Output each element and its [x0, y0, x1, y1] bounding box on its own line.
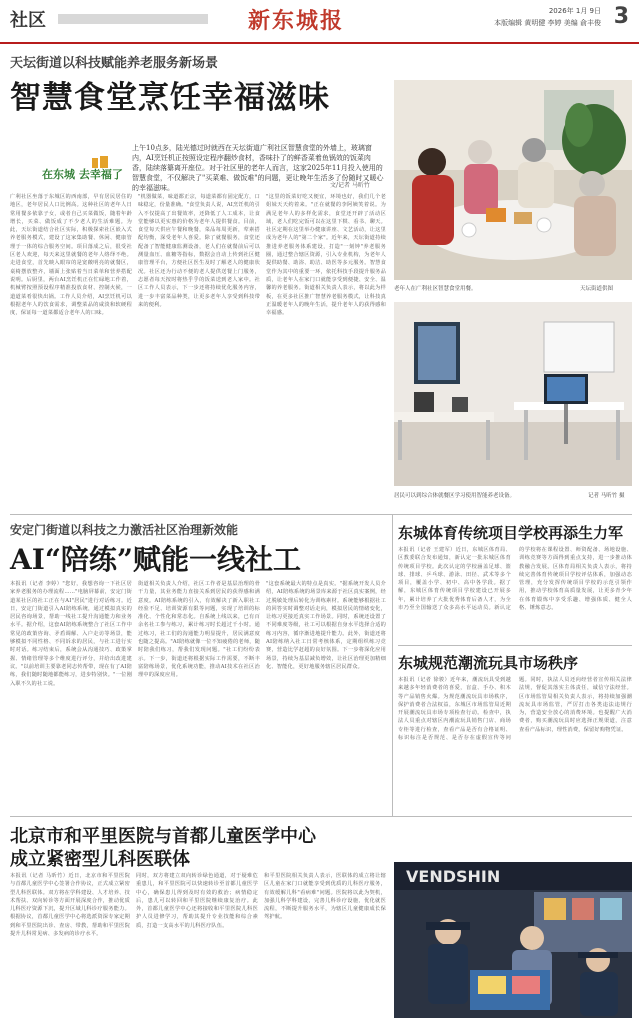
- editor-credits: 本版编辑 黄明健 李婷 美编 俞丰俊: [494, 19, 601, 27]
- feature-banner-logo: [40, 156, 126, 186]
- story1-byline: 文/记者 马昕竹: [330, 182, 370, 189]
- photo-toy-inspection: [394, 862, 632, 1018]
- masthead: [0, 0, 639, 44]
- story4-body: 本报讯（记者 徐骏）近年来，潮流玩具受到越来越多年轻消费者的喜爱，盲盒、手办、积木等产品销售火爆。为规范潮流玩具市场秩序，保护消费者合法权益，东城区市场监管局近期开展潮流玩具市场专项检查行动。检查中，执法人员重点对辖区内潮流玩具销售门店、商场专柜等进行检查，查看产品是否有合格证明、标识标注是否规范、是否存在虚假宣传等问题。同时，执法人员还向经营者宣传相关法律法规，督促其落实主体责任，诚信守法经营。区市场监管局相关负责人表示，将持续加强潮流玩具市场监管，严厉打击各类违法违规行为，营造安全放心的消费环境。也提醒广大消费者，购买潮流玩具时应选择正规渠道，注意查看产品标识，理性消费，保留好购物凭证。: [398, 677, 632, 742]
- story1-kicker: 天坛街道以科技赋能养老服务新场景: [10, 56, 219, 71]
- story2-col1: 本报讯（记者 李婷）"您好，我想咨询一下社区居家养老服务的办理流程……"电脑屏幕前，安定门街道某社区的社工正在与AI"居民"进行对话练习。近日，安定门街道引入AI陪练系统，通过模拟真实的居民咨询场景，帮助一线社工提升沟通能力和业务水平。据介绍，这套AI陪练系统整合了社区工作中常见的政策咨询、矛盾调解、入户走访等场景，能够模拟不同性格、不同诉求的居民，与社工进行实时对话。练习结束后，系统会从沟通技巧、政策掌握、情绪管理等多个维度进行评分，并给出改进建议。"以前培训主要靠老同志传帮带，现在有了AI陪练，我们随时随地都能练习，进步特别快。"一位刚入职不久的社工说。: [10, 581, 132, 687]
- story3-headline: 东城体育传统项目学校再添生力军: [398, 524, 624, 542]
- story1-lede: 上午10点多，陆光德过时就西在天坛街道广利社区智慧食堂的外墙上，玻璃窗内，AI烹饪机正按照设定程序翻炒食材，香味扑了的鲜香菜着鱼锅效的饭菜肉香，陆续落纂离开座位。对于社区里的老年人而言，这家2025年11月投入使用的智慧食堂，不仅解决了"买菜难、做饭难"的问题，更让晚年生活多了份随时又暖心的幸福滋味。: [132, 144, 384, 192]
- issue-date: 2026年 1月 9日: [548, 7, 601, 15]
- story1-headline: 智慧食堂烹饪幸福滋味: [10, 80, 330, 116]
- banner-text: 在东城 去幸福了: [42, 168, 123, 181]
- story5-col3: 和平里医院相关负责人表示，医联体的成立将让辖区儿童在家门口就能享受到优质的儿科医疗服务，有效缓解儿科"看病难"问题。医院将以此为契机，加强儿科学科建设，完善儿科诊疗设施，优化就医流程，不断提升服务水平，为辖区儿童健康成长保驾护航。: [264, 873, 386, 921]
- page-number: 3: [613, 4, 629, 29]
- story5-col2: 同时，双方将建立双向转诊绿色通道，对于疑难危重患儿，和平里医院可以快速转诊至首都儿童医学中心，确保患儿得到及时有效的救治；病情稳定后，患儿可以转回和平里医院继续康复治疗。此外，首都儿童医学中心还将接收和平里医院儿科医护人员进修学习，帮助其提升专业技能和综合素质，打造一支高水平的儿科医疗队伍。: [136, 873, 258, 929]
- divider-story4: [10, 816, 632, 817]
- story3-body: 本报讯（记者 王建军）近日，东城区体育局、区教委联合发布通知，新认定一批东城区体育传统项目学校。此次认定的学校涵盖足球、篮球、排球、乒乓球、游泳、田径、武术等多个项目，覆盖小学、初中、高中各学段。据了解，东城区体育传统项目学校建设已开展多年，累计培养了大批优秀体育后备人才，为全市乃至全国输送了众多高水平运动员。新认定的学校将在课程设置、师资配备、场地设施、训练竞赛等方面得到重点支持，进一步推动体教融合发展。区体育局相关负责人表示，将持续完善体育传统项目学校评估体系，加强动态管理，充分发挥传统项目学校的示范引领作用，推动学校体育高质量发展，让更多青少年在体育锻炼中享受乐趣、增强体质、健全人格、锤炼意志。: [398, 547, 632, 612]
- story5-headline-line1: 北京市和平里医院与首都儿童医学中心: [10, 826, 316, 847]
- divider-story1: [10, 514, 632, 515]
- section-bar: [58, 14, 208, 24]
- photo-elderly-dining: [394, 80, 632, 280]
- story2-kicker: 安定门街道以科技之力激活社区治理新效能: [10, 523, 239, 537]
- banner-building-icon-2: [100, 156, 108, 168]
- photo2-credit: 记者 马昕竹 摄: [588, 493, 625, 499]
- story2-col3: "这套系统最大的特点是真实。"据系统开发人员介绍，AI陪练系统的场景库来源于社区真实案例，经过脱敏处理后转化为训练素材。系统能够根据社工的回答实时调整对话走向，模拟居民的情绪变化，让练习更接近真实工作场景。同时，系统还设置了不同难度等级，社工可以根据自身水平选择合适的练习内容，循序渐进地提升能力。此外，街道还将AI陪练纳入社工日常考核体系，定期组织练习竞赛，营造比学赶超的良好氛围。下一步将深化应用场景，持续为基层减负增效，让社区治理更加精细化、智能化，更好地服务辖区居民群众。: [266, 581, 386, 670]
- story4-headline: 东城规范潮流玩具市场秩序: [398, 654, 579, 672]
- story1-col3: "这里的饭菜好吃又便宜，环境也好，我们几个老姐妹天天约着来。"正在就餐的李阿姨笑着说。为满足老年人的多样化需求，食堂还开辟了活动区域，老人们吃完饭可以在这里下棋、看书、聊天。社区定期在这里举办健康讲座、文艺活动，让这里成为老年人的"第二个家"。近年来，天坛街道持续推进养老服务体系建设，打造"一刻钟"养老服务圈，通过整合辖区资源，引入专业机构，为老年人提供助餐、助浴、助洁、助医等多元服务。智慧食堂作为其中的重要一环，依托科技手段提升服务品质，让老年人在家门口就能享受到便捷、安全、温馨的养老服务。街道相关负责人表示，将以此为样板，在更多社区推广智慧养老服务模式，让科技真正温暖老年人的晚年生活，提升老年人的获得感和幸福感。: [266, 194, 386, 317]
- story2-headline: AI“陪练”赋能一线社工: [10, 543, 302, 576]
- banner-building-icon: [92, 158, 98, 168]
- photo2-caption: 居民可以到综合体就餐区学习使用智能养老设备。: [394, 493, 516, 499]
- story1-col2: "机器做菜，味道都正宗，每道菜都有固定配方，口味稳定，份量准确。"食堂负责人说，AI烹饪机的引入不仅提高了出餐效率，还降低了人工成本，让食堂能够以更实惠的价格为老年人提供餐食。目前，食堂每天供应午餐和晚餐，菜品每周更新，荤素搭配均衡，深受老年人喜爱。除了就餐服务，食堂还配备了智能健康监测设备，老人们在就餐前后可以测量血压、血糖等指标，数据会自动上传到社区健康管理平台，方便社区医生及时了解老人的健康状况。社区还为行动不便的老人提供送餐上门服务，志愿者每天按时将热乎乎的饭菜送到老人家中。社区工作人员表示，下一步还将持续优化服务内容，进一步丰富菜品种类，让更多老年人享受到科技带来的便利。: [138, 194, 260, 308]
- story5-headline-line2: 成立紧密型儿科医联体: [10, 849, 190, 870]
- vertical-divider: [392, 514, 393, 816]
- newspaper-logo: 新东城报: [248, 8, 345, 34]
- masthead-meta: [494, 5, 601, 29]
- photo1-caption: 老年人在广利社区智慧食堂用餐。: [394, 286, 477, 292]
- story1-col1: 广利社区坐落于东城区的西南部，早有居民居住的地区，老年居民人口比例高。这种社区的老年人日常用餐多依靠子女，或者自己买菜做饭，随着年龄增长，买菜、做饭成了不少老人的生活难题。为此，天坛街道结合社区实际，积极探索社区嵌入式养老服务模式，建设了这家集助餐、休闲、健康管理于一体的综合服务空间。项目落成之后，很受社区老人欢迎，每天来这里就餐的老年人络绎不绝。走进食堂，首先映入眼帘的是宽敞明亮的就餐区，桌椅摆放整齐，墙面上张贴着当日菜单和营养搭配说明。后厨里，两台AI烹饪机正在忙碌地工作着，机械臂按照预设程序精准投放食材、控制火候，一道道菜肴很快出锅。工作人员介绍，AI烹饪机可以根据老年人的饮食需求，调整菜品的咸淡和软硬程度，保证每一道菜都适合老年人的口味。: [10, 194, 132, 317]
- store-sign: VENDSHIN: [406, 867, 501, 886]
- divider-story3: [398, 645, 632, 646]
- story2-col2: 街道相关负责人介绍，社区工作者是基层治理的骨干力量，其业务能力直接关系到居民的获得感和满意度。AI陪练系统的引入，有效解决了新入职社工经验不足、培训资源有限等问题，实现了培训的标准化、个性化和常态化。自系统上线以来，已有百余名社工参与练习，累计练习时长超过千小时。通过练习，社工们的沟通能力明显提升，居民满意度也随之提高。"AI陪练就像一位不知疲倦的老师，随时陪我们练习，帮我们发现问题。"社工们纷纷表示。下一步，街道还将根据实际工作需要，不断丰富陪练场景，优化系统功能，推动AI技术在社区治理中的深度应用。: [138, 581, 260, 679]
- section-label: 社区: [10, 10, 46, 31]
- photo1-credit: 天坛街道供图: [580, 286, 614, 292]
- photo-smart-devices: [394, 302, 632, 486]
- story5-col1: 本报讯（记者 马昕竹）近日，北京市和平里医院与首都儿童医学中心签署合作协议，正式成立紧密型儿科医联体。双方将在学科建设、人才培养、技术帮扶、双向转诊等方面开展深度合作，推动优质儿科医疗资源下沉，提升区域儿科诊疗服务能力。根据协议，首都儿童医学中心将选派资深专家定期到和平里医院出诊、查房、带教，帮助和平里医院提升儿科常见病、多发病的诊疗水平。: [10, 873, 130, 938]
